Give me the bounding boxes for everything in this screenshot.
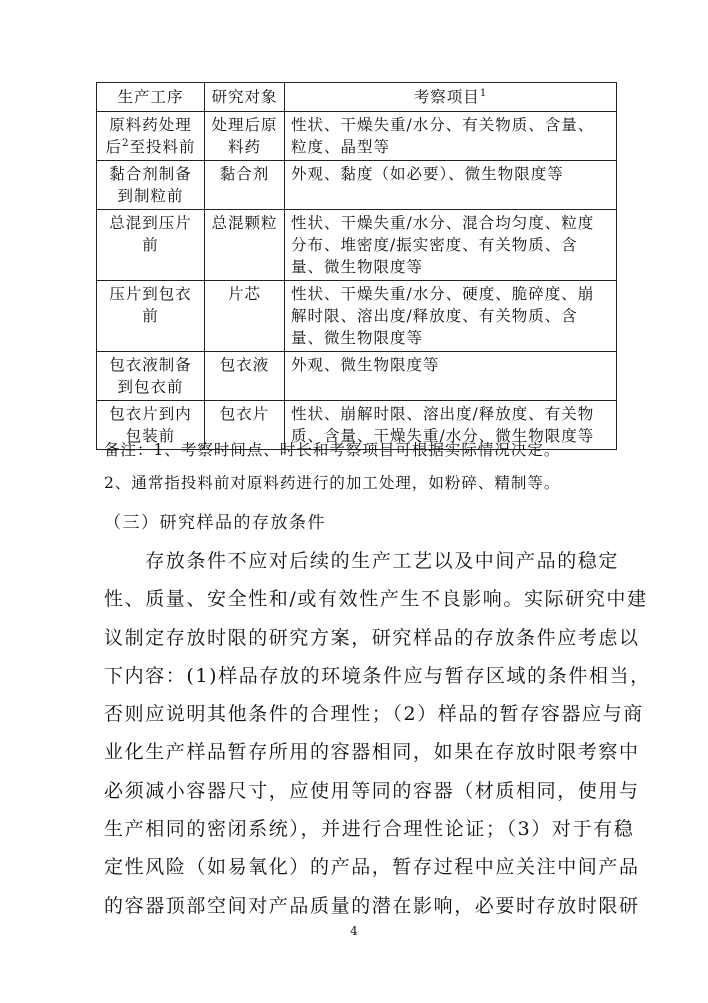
- paragraph-line: 下内容：(1)样品存放的环境条件应与暂存区域的条件相当，: [104, 664, 651, 687]
- cell-process: 总混到压片前: [97, 210, 205, 281]
- header-process: 生产工序: [97, 83, 205, 112]
- section-heading: （三）研究样品的存放条件: [104, 513, 326, 533]
- table-row: [97, 281, 617, 352]
- cell-items: 外观、微生物限度等: [285, 352, 617, 401]
- cell-process: 包衣液制备到包衣前: [97, 352, 205, 401]
- table-row: [97, 112, 617, 161]
- paragraph-line: 性、质量、安全性和/或有效性产生不良影响。实际研究中建: [104, 588, 648, 611]
- study-items-table: [96, 82, 617, 450]
- header-items: 考察项目$^1$: [285, 83, 617, 112]
- cell-object: 包衣液: [205, 352, 285, 401]
- note-1: 备注：1、考察时间点、时长和考察项目可根据实际情况决定。: [104, 441, 561, 459]
- cell-object: 片芯: [205, 281, 285, 352]
- cell-object: 总混颗粒: [205, 210, 285, 281]
- body-paragraph: [104, 542, 651, 925]
- cell-process: 黏合剂制备到制粒前: [97, 161, 205, 210]
- cell-items: 外观、黏度（如必要）、微生物限度等: [285, 161, 617, 210]
- cell-items: 性状、干燥失重/水分、硬度、脆碎度、崩解时限、溶出度/释放度、有关物质、含量、微生物限度等: [285, 281, 617, 352]
- cell-items: 性状、崩解时限、溶出度/释放度、有关物质、含量、干燥失重/水分、微生物限度等: [285, 401, 617, 450]
- cell-process: 包衣片到内包装前: [97, 401, 205, 450]
- table-header-row: [97, 83, 617, 112]
- paragraph-line: 存放条件不应对后续的生产工艺以及中间产品的稳定: [104, 550, 620, 572]
- table-row: [97, 210, 617, 281]
- header-object: 研究对象: [205, 83, 285, 112]
- cell-items: 性状、干燥失重/水分、有关物质、含量、粒度、晶型等: [285, 112, 617, 161]
- table-row: [97, 352, 617, 401]
- cell-object: 处理后原料药: [205, 112, 285, 161]
- paragraph-line: 业化生产样品暂存所用的容器相同，如果在存放时限考察中: [104, 741, 640, 764]
- cell-items: 性状、干燥失重/水分、混合均匀度、粒度分布、堆密度/振实密度、有关物质、含量、微生物限度等: [285, 210, 617, 281]
- cell-object: 包衣片: [205, 401, 285, 450]
- paragraph-line: 的容器顶部空间对产品质量的潜在影响，必要时存放时限研: [104, 894, 640, 917]
- paragraph-line: 议制定存放时限的研究方案，研究样品的存放条件应考虑以: [104, 626, 640, 649]
- paragraph-line: 否则应说明其他条件的合理性；（2）样品的暂存容器应与商: [104, 703, 644, 726]
- page-number: 4: [350, 924, 358, 938]
- paragraph-line: 定性风险（如易氧化）的产品，暂存过程中应关注中间产品: [104, 856, 640, 879]
- paragraph-line: 生产相同的密闭系统），并进行合理性论证；（3）对于有稳: [104, 818, 635, 841]
- table-row: [97, 161, 617, 210]
- note-2: 2、通常指投料前对原料药进行的加工处理，如粉碎、精制等。: [104, 474, 561, 492]
- cell-process: 压片到包衣前: [97, 281, 205, 352]
- cell-process: 原料药处理后$^2$至投料前: [97, 112, 205, 161]
- paragraph-line: 必须减小容器尺寸，应使用等同的容器（材质相同，使用与: [104, 779, 640, 802]
- cell-object: 黏合剂: [205, 161, 285, 210]
